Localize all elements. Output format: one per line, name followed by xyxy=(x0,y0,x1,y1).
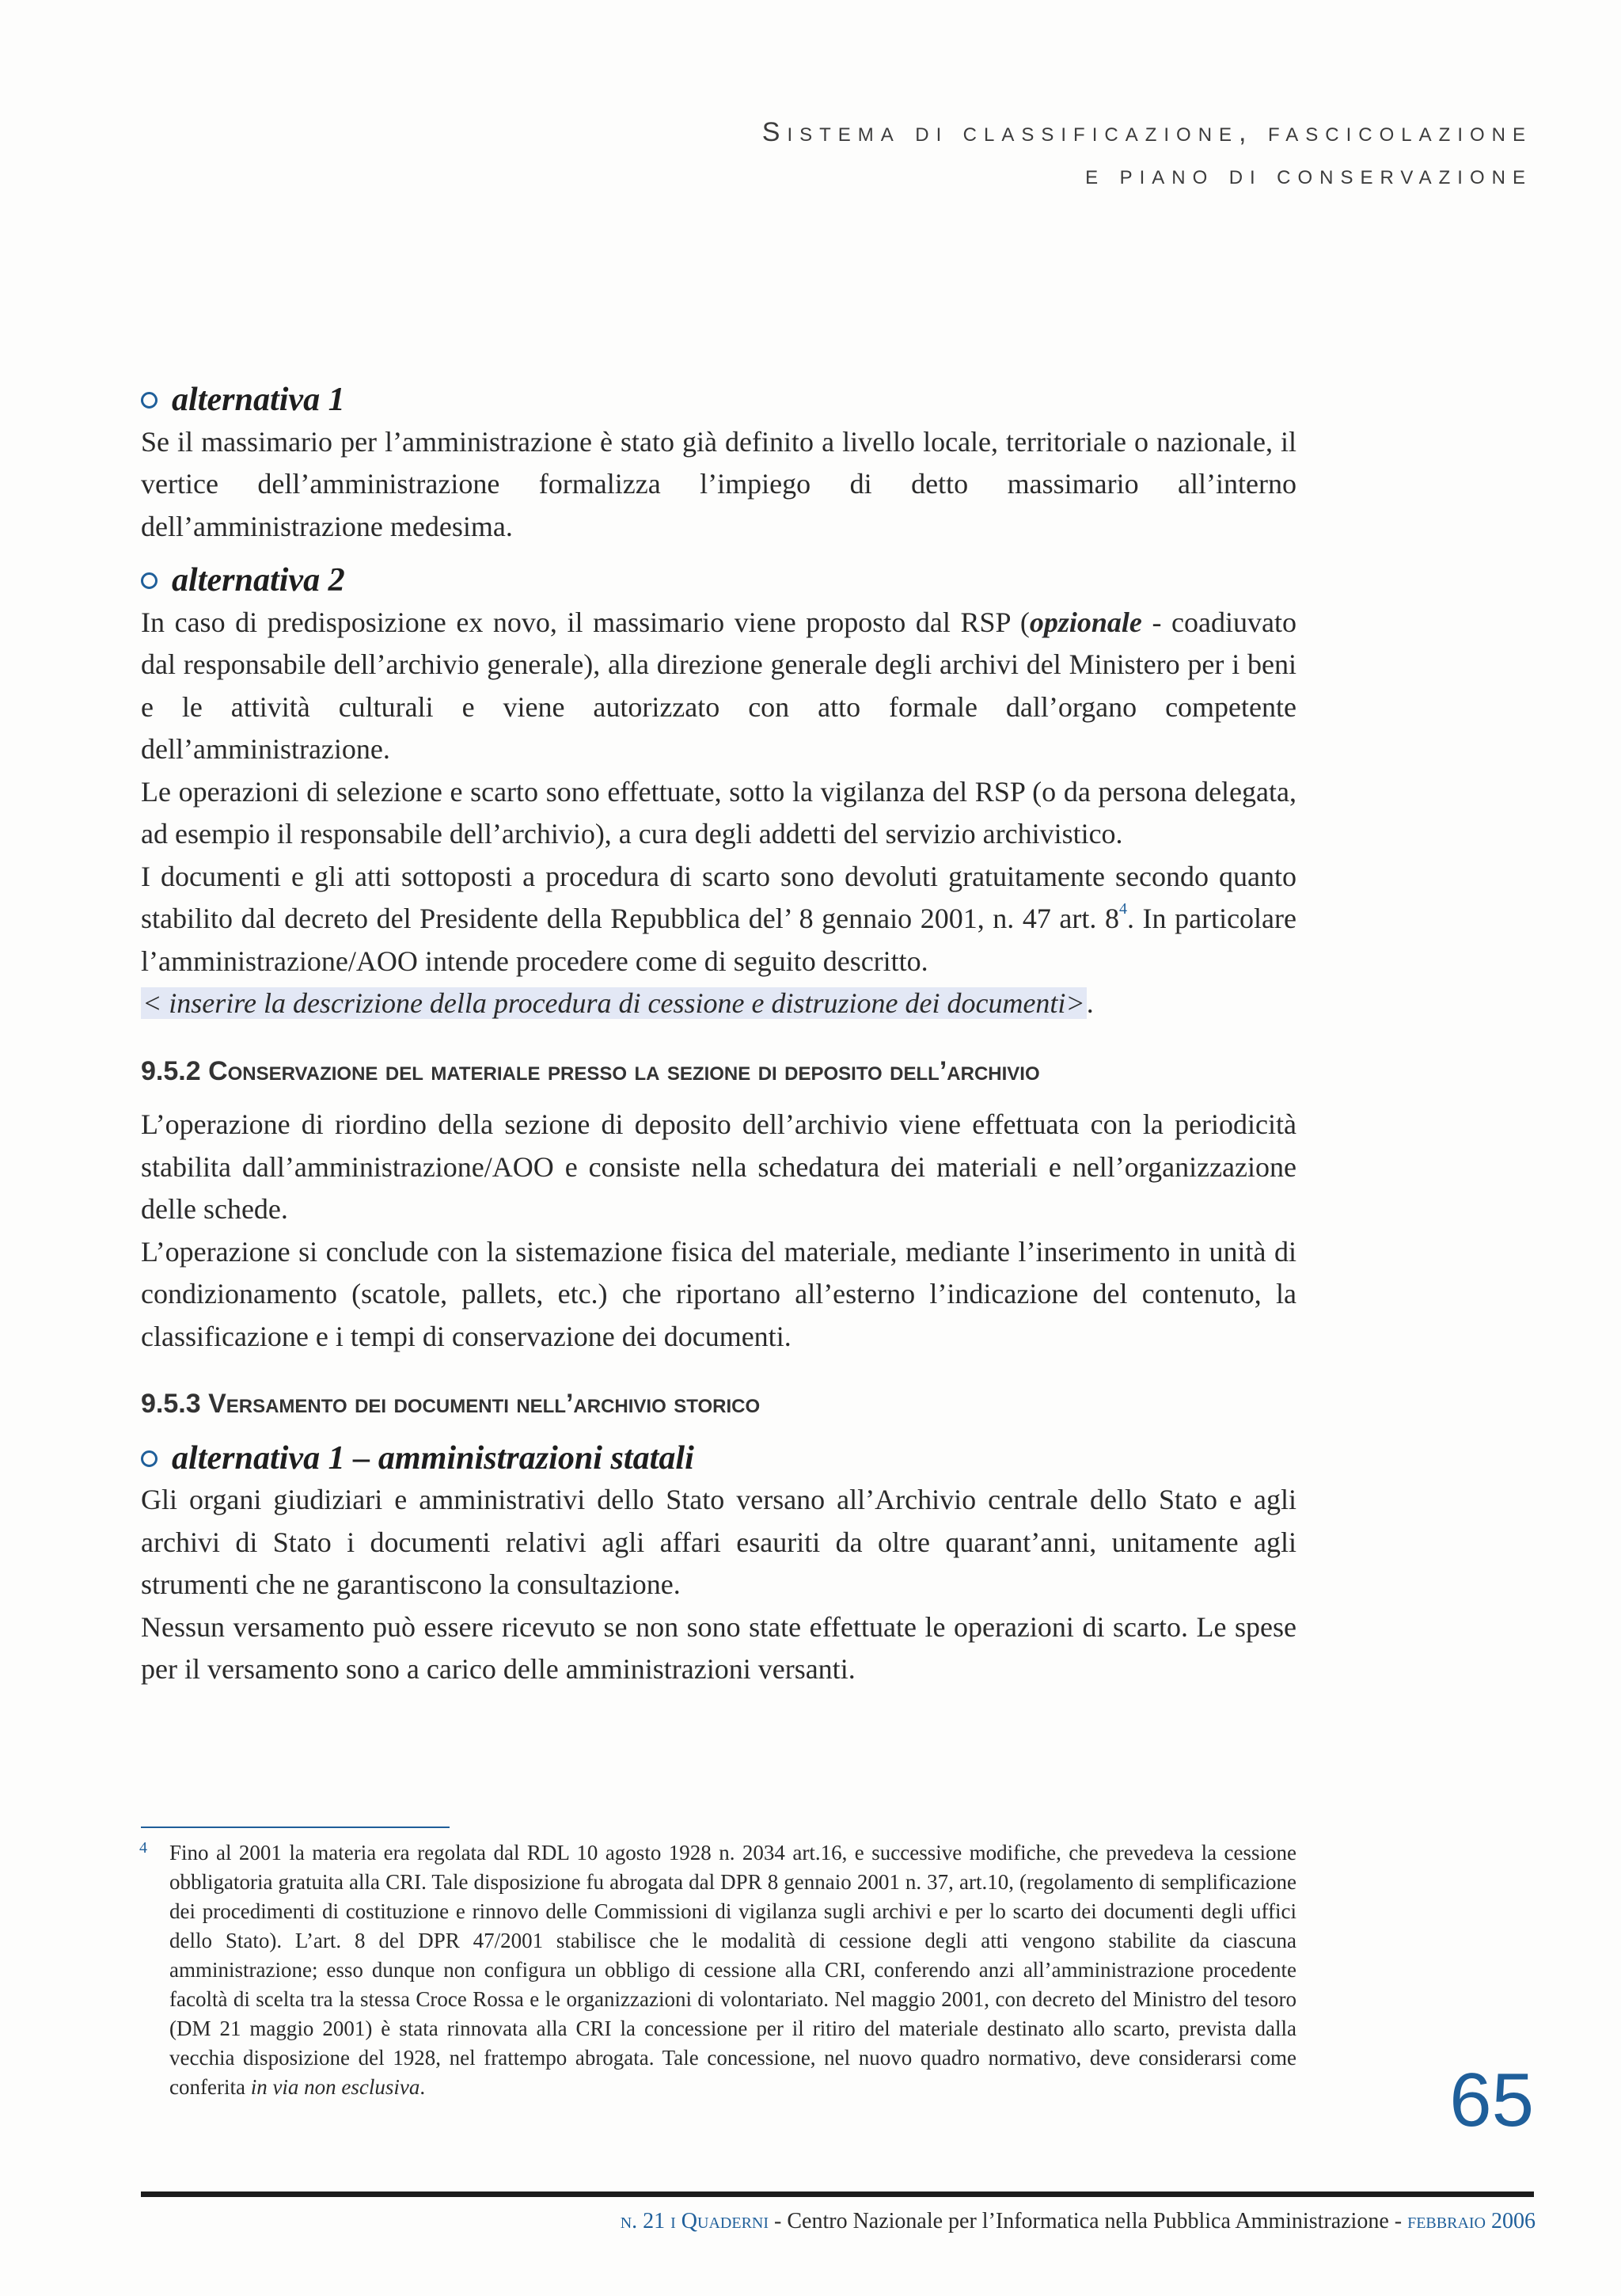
section-9-5-3-paragraph-1: Gli organi giudiziari e amministrativi dello Stato versano all’Archivio centrale dello Stato e agli archivi di Stato i documenti relativi agli affari esauriti da oltre quarant’anni, unitamente agli strumenti che ne garantiscono la consultazione. xyxy=(141,1484,1296,1600)
alternative-2-paragraph-2: Le operazioni di selezione e scarto sono effettuate, sotto la vigilanza del RSP (o da persona delegata, ad esempio il responsabile dell’archivio), a cura degli addetti del servizio archivistico. xyxy=(141,775,1296,850)
running-footer: n. 21 i Quaderni - Centro Nazionale per l’Informatica nella Pubblica Amministrazione - febbraio 2006 xyxy=(620,2209,1536,2233)
placeholder-line: < inserire la descrizione della procedura di cessione e distruzione dei documenti>. xyxy=(142,987,1094,1019)
section-9-5-2-title: 9.5.2 Conservazione del materiale presso la sezione di deposito dell’archivio xyxy=(141,1055,1040,1086)
running-header-line-1: Sistema di classificazione, fascicolazione xyxy=(761,117,1532,147)
footnote-reference[interactable]: 4 xyxy=(1118,900,1127,918)
footer-publisher: Centro Nazionale per l’Informatica nella Pubblica Amministrazione xyxy=(787,2209,1389,2233)
alternative-2-heading: alternativa 2 xyxy=(141,559,1296,602)
section-9-5-3-alternative-heading: alternativa 1 – amministrazioni statali xyxy=(141,1437,1296,1480)
section-9-5-2-paragraph-1: L’operazione di riordino della sezione di deposito dell’archivio viene effettuata con la periodicità stabilita dall’amministrazione/AOO e consiste nella schedatura dei materiali e nell’organizzazione delle schede. xyxy=(141,1108,1296,1225)
alternative-2-paragraph-3: I documenti e gli atti sottoposti a procedura di scarto sono devoluti gratuitamente secondo quanto stabilito dal decreto del Presidente della Repubblica del’ 8 gennaio 2001, n. 47 art. $8^4$. In particolare l’amministrazione/AOO intende procedere come di seguito descritto. xyxy=(141,860,1296,977)
running-header xyxy=(762,111,1532,196)
emphasis-opzionale: opzionale xyxy=(1029,606,1142,638)
footer-divider xyxy=(141,2191,1534,2197)
footnote xyxy=(141,1838,1296,2102)
circle-bullet-icon xyxy=(141,392,158,409)
section-9-5-2-paragraph-2: L’operazione si conclude con la sistemazione fisica del materiale, mediante l’inserimento in unità di condizionamento (scatole, pallets, etc.) che riportano all’esterno l’indicazione del contenuto, la classificazione e i tempi di conservazione dei documenti. xyxy=(141,1235,1296,1352)
footer-issue: n. 21 i Quaderni xyxy=(620,2209,769,2233)
footnote-text: Fino al 2001 la materia era regolata dal RDL 10 agosto 1928 n. 2034 art.16, e successive modifiche, che prevedeva la cessione obbligatoria gratuita alla CRI. Tale disposizione fu abrogata dal DPR 8 gennaio 2001 n. 37, art.10, (regolamento di semplificazione dei procedimenti di costituzione e rinnovo delle Commissioni di vigilanza sugli archivi e per lo scarto dei documenti degli uffici dello Stato). L’art. 8 del DPR 47/2001 stabilisce che le modalità di cessione degli atti vengono stabilite da ciascuna amministrazione; esso dunque non configura un obbligo di cessione alla CRI, conferendo anzi all’amministrazione procedente facoltà di scelta tra la stessa Croce Rossa e le organizzazioni di volontariato. Nel maggio 2001, con decreto del Ministro del tesoro (DM 21 maggio 2001) è stata rinnovata alla CRI la concessione per il ritiro del materiale destinato allo scarto, prevista dalla vecchia disposizione del 1928, nel frattempo abrogata. Tale concessione, nel nuovo quadro normativo, deve considerarsi come conferita in via non esclusiva. xyxy=(169,1841,1296,2099)
alternative-1-text: Se il massimario per l’amministrazione è stato già definito a livello locale, territoriale o nazionale, il vertice dell’amministrazione formalizza l’impiego di detto massimario all’interno dell’amministrazione medesima. xyxy=(141,425,1296,542)
main-content xyxy=(141,378,1296,1691)
placeholder-text[interactable]: < inserire la descrizione della procedura di cessione e distruzione dei documenti> xyxy=(142,987,1085,1019)
footnote-number: 4 xyxy=(139,1839,147,1857)
circle-bullet-icon xyxy=(141,1450,158,1467)
section-9-5-3-paragraph-2: Nessun versamento può essere ricevuto se non sono state effettuate le operazioni di scarto. Le spese per il versamento sono a carico delle amministrazioni versanti. xyxy=(141,1610,1296,1685)
page-number: 65 xyxy=(1449,2058,1534,2142)
alternative-2-paragraph-1: In caso di predisposizione ex novo, il massimario viene proposto dal RSP (opzionale - coadiuvato dal responsabile dell’archivio generale), alla direzione generale degli archivi del Ministero per i beni e le attività culturali e viene autorizzato con atto formale dall’organo competente dell’amministrazione. xyxy=(141,606,1296,765)
section-9-5-3-title: 9.5.3 Versamento dei documenti nell’archivio storico xyxy=(141,1389,761,1419)
footer-date: febbraio 2006 xyxy=(1407,2209,1536,2233)
circle-bullet-icon xyxy=(141,572,158,589)
footnote-divider xyxy=(141,1827,450,1828)
running-header-line-2: e piano di conservazione xyxy=(1085,160,1532,190)
alternative-1-heading: alternativa 1 xyxy=(141,378,1296,421)
